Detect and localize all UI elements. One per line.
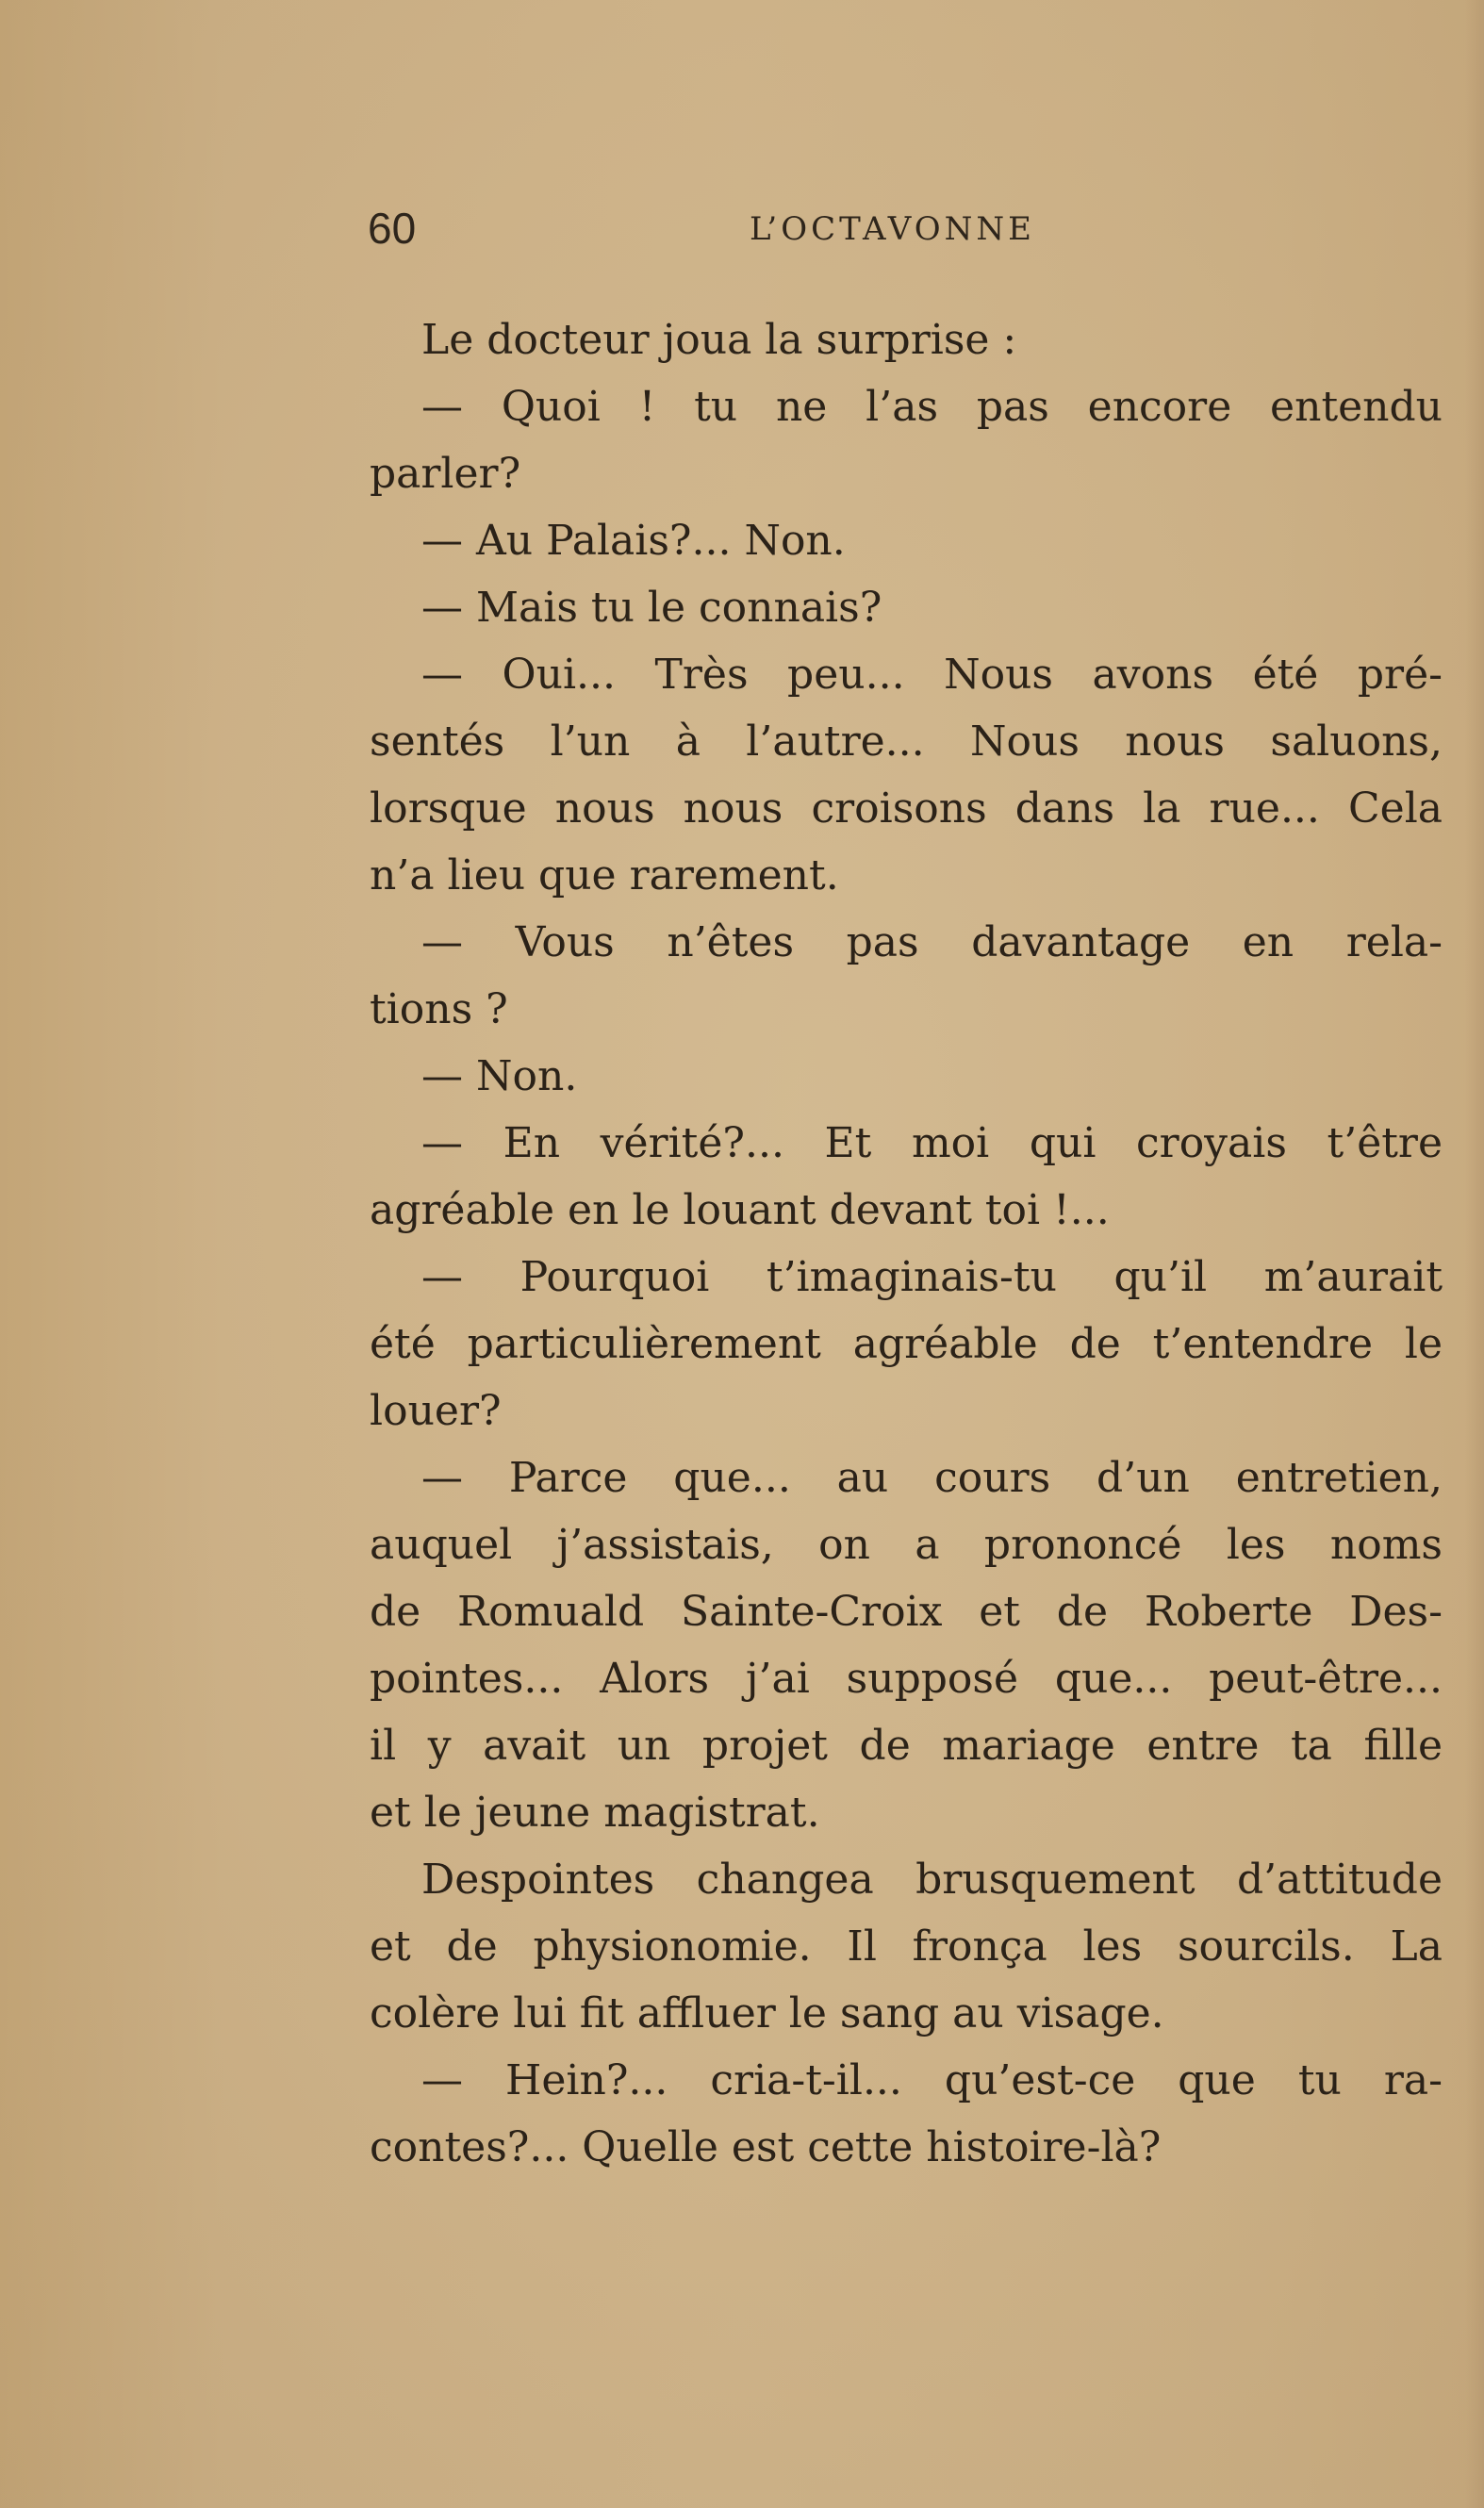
text-line: — Vous n’êtes pas davantage en rela-: [421, 918, 1443, 966]
page-edge-shadow: [1465, 0, 1484, 2508]
text-line: et le jeune magistrat.: [370, 1789, 820, 1837]
text-line: sentés l’un à l’autre... Nous nous saluons,: [370, 718, 1443, 766]
body-text: [370, 306, 1443, 2181]
text-line: lorsque nous nous croisons dans la rue... Cela: [370, 784, 1443, 833]
text-line: — Hein?... cria-t-il... qu’est-ce que tu ra-: [421, 2056, 1443, 2104]
text-line: — Pourquoi t’imaginais-tu qu’il m’aurait: [421, 1253, 1443, 1301]
text-line: — Au Palais?... Non.: [421, 517, 846, 565]
text-line: n’a lieu que rarement.: [370, 851, 839, 899]
text-line: tions ?: [370, 985, 508, 1033]
text-line: agréable en le louant devant toi !...: [370, 1186, 1110, 1234]
text-line: il y avait un projet de mariage entre ta fille: [370, 1722, 1443, 1770]
text-line: — Parce que... au cours d’un entretien,: [421, 1454, 1443, 1502]
text-line: de Romuald Sainte-Croix et de Roberte Des-: [370, 1588, 1443, 1636]
text-line: — Mais tu le connais?: [421, 584, 882, 632]
text-line: et de physionomie. Il fronça les sourcils. La: [370, 1922, 1443, 1971]
text-line: — Quoi ! tu ne l’as pas encore entendu: [421, 383, 1443, 431]
text-line: Despointes changea brusquement d’attitude: [421, 1856, 1443, 1904]
text-line: colère lui fit affluer le sang au visage.: [370, 1989, 1164, 2038]
text-line: été particulièrement agréable de t’entendre le: [370, 1320, 1443, 1368]
page-header: [368, 200, 1065, 256]
text-line: louer?: [370, 1387, 502, 1435]
text-line: auquel j’assistais, on a prononcé les noms: [370, 1521, 1443, 1569]
text-line: contes?... Quelle est cette histoire-là?: [370, 2123, 1162, 2171]
running-title: L’OCTAVONNE: [750, 210, 1035, 248]
text-line: parler?: [370, 450, 521, 498]
page-number: 60: [368, 204, 417, 253]
text-line: — Oui... Très peu... Nous avons été pré-: [421, 651, 1443, 699]
text-line: pointes... Alors j’ai supposé que... peut-être...: [370, 1655, 1443, 1703]
text-line: — Non.: [421, 1052, 578, 1100]
text-line: Le docteur joua la surprise :: [421, 316, 1017, 364]
text-line: — En vérité?... Et moi qui croyais t’être: [421, 1119, 1443, 1167]
